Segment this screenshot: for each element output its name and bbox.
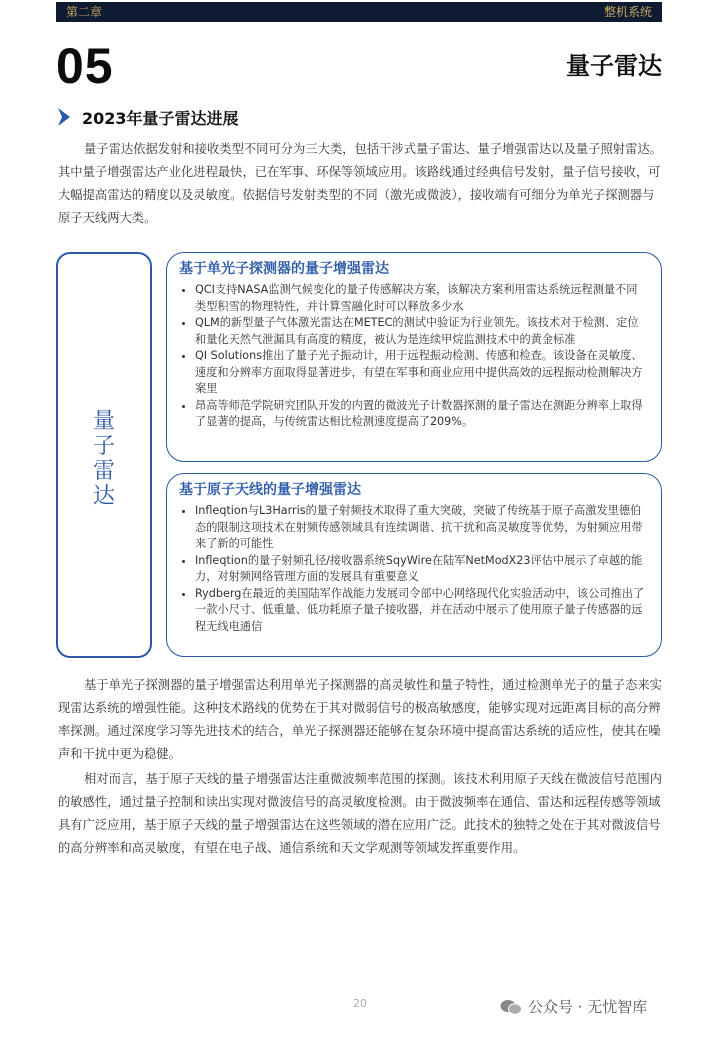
watermark-text: 公众号 · 无忧智库 <box>528 998 648 1016</box>
section-label: 整机系统 <box>603 5 652 19</box>
list-item: • Infleqtion的量子射频孔径/接收器系统SqyWire在陆军NetModX23评估中展示了卓越的能力，对射频网络管理方面的发展具有重要意义 <box>195 553 647 586</box>
list-item: • QLM的新型量子气体激光雷达在METEC的测试中验证为行业领先。该技术对于检测、定位和量化天然气泄漏具有高度的精度，被认为是连续甲烷监测技术中的黄金标准 <box>195 315 647 348</box>
chapter-header-bar <box>56 2 662 22</box>
list-item: • Rydberg在最近的美国陆军作战能力发展司令部中心网络现代化实验活动中，该公司推出了一款小尺寸、低重量、低功耗原子量子接收器，并在活动中展示了使用原子量子传感器的远程无线电通信 <box>195 586 647 636</box>
intro-paragraph: 量子雷达依据发射和接收类型不同可分为三大类，包括干涉式量子雷达、量子增强雷达以及量子照射雷达。其中量子增强雷达产业化进程最快，已在军事、环保等领域应用。该路线通过经典信号发射，量子信号接收，可大幅提高雷达的精度以及灵敏度。依据信号发射类型的不同（激光或微波），接收端有可细分为单光子探测器与原子天线两大类。 <box>58 142 662 225</box>
page-title: 量子雷达 <box>566 52 662 80</box>
chapter-number: 05 <box>56 38 114 94</box>
side-label: 量 子 雷 达 <box>92 409 115 509</box>
chapter-label: 第二章 <box>66 5 103 19</box>
watermark <box>500 996 647 1017</box>
side-label-box <box>56 252 152 658</box>
wechat-icon <box>500 999 522 1015</box>
body-paragraph: 相对而言，基于原子天线的量子增强雷达注重微波频率范围的探测。该技术利用原子天线在微波信号范围内的敏感性，通过量子控制和读出实现对微波信号的高灵敏度检测。由于微波频率在通信、雷达和远程传感等领域具有广泛应用，基于原子天线的量子增强雷达在这些领域的潜在应用广泛。此技术的独特之处在于其对微波信号的高分辨率和高灵敏度，有望在电子战、通信系统和天文学观测等领域发挥重要作用。 <box>58 772 662 855</box>
chevron-right-icon <box>56 107 72 127</box>
list-item: • QCI支持NASA监测气候变化的量子传感解决方案，该解决方案利用雷达系统远程测量不同类型积雪的物理特性，并计算雪融化时可以释放多少水 <box>195 282 647 315</box>
card-single-photon <box>166 252 662 462</box>
list-item: • Infleqtion与L3Harris的量子射频技术取得了重大突破，突破了传统基于原子高激发里德伯态的限制这项技术在射频传感领域具有连续调谐、抗干扰和高灵敏度等优势，为射频应用带来了新的可能性 <box>195 503 647 553</box>
card-title: 基于原子天线的量子增强雷达 <box>179 482 361 498</box>
section-heading-text: 2023年量子雷达进展 <box>82 109 239 128</box>
list-item: • QI Solutions推出了量子光子振动计，用于远程振动检测、传感和检查。该设备在灵敏度、速度和分辨率方面取得显著进步，有望在军事和商业应用中提供高效的远程振动检测解决方案里 <box>195 348 647 398</box>
list-item: • 昂高等师范学院研究团队开发的内置的微波光子计数器探测的量子雷达在测距分辨率上取得了显著的提高，与传统雷达相比检测速度提高了209%。 <box>195 398 647 431</box>
card-title: 基于单光子探测器的量子增强雷达 <box>179 261 389 277</box>
body-paragraph: 基于单光子探测器的量子增强雷达利用单光子探测器的高灵敏性和量子特性，通过检测单光子的量子态来实现雷达系统的增强性能。这种技术路线的优势在于其对微弱信号的极高敏感度，能够实现对远距离目标的高分辨率探测。通过深度学习等先进技术的结合，单光子探测器还能够在复杂环境中提高雷达系统的适应性，使其在噪声和干扰中更为稳健。 <box>58 678 662 761</box>
page-number: 20 <box>353 997 367 1010</box>
card-atomic-antenna <box>166 473 662 657</box>
